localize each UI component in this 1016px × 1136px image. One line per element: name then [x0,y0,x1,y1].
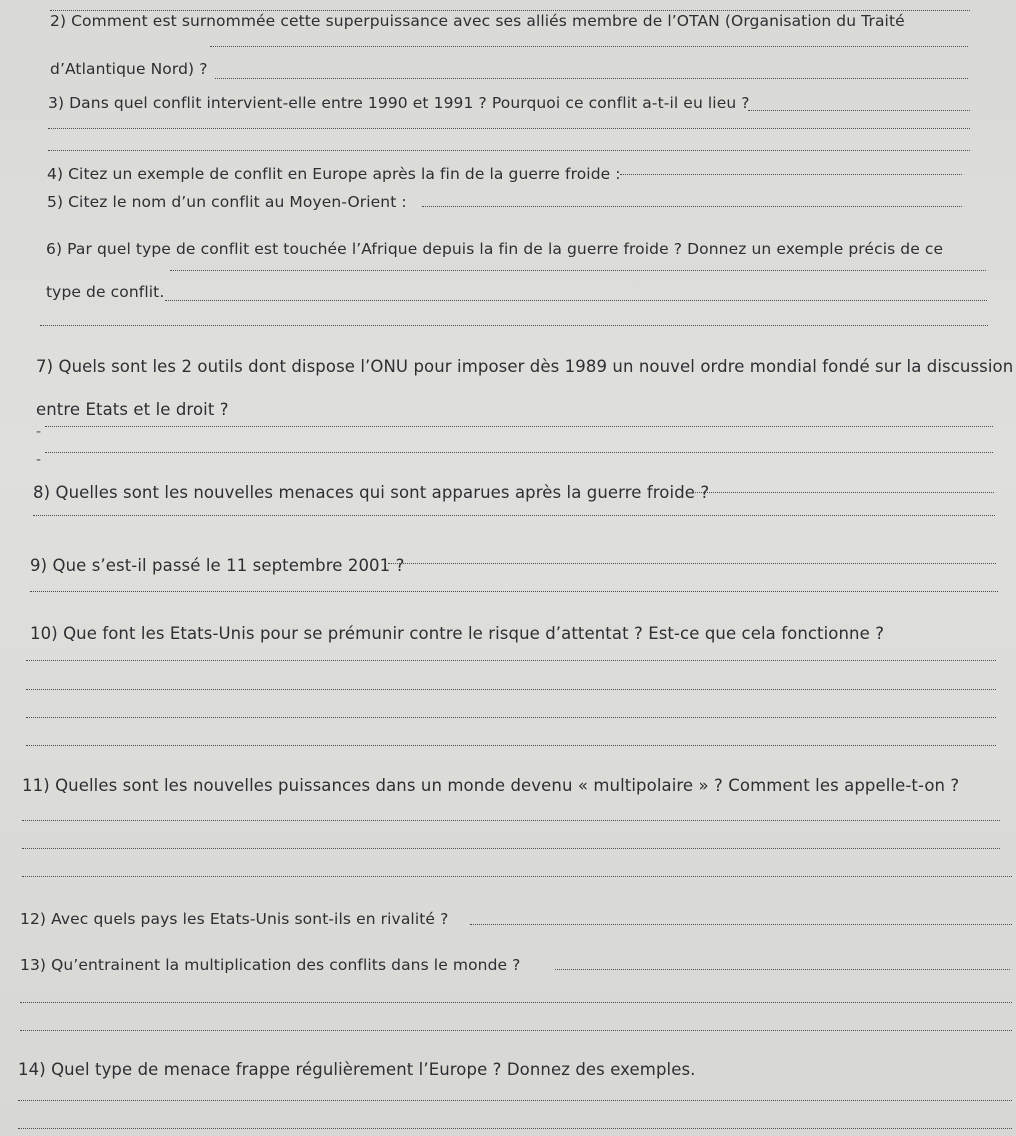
answer-line [30,591,998,592]
answer-line [470,924,1012,925]
question-5: 5) Citez le nom d’un conflit au Moyen-Orient : [47,193,407,211]
answer-line [692,492,994,493]
answer-line [18,1100,1012,1101]
question-2-cont: d’Atlantique Nord) ? [50,60,208,78]
question-12: 12) Avec quels pays les Etats-Unis sont-ils en rivalité ? [20,910,449,928]
answer-line [422,206,962,207]
answer-line [748,110,970,111]
answer-line [22,820,1000,821]
question-9: 9) Que s’est-il passé le 11 septembre 2001 ? [30,556,405,575]
answer-line [50,10,970,11]
answer-line [388,563,996,564]
question-7: 7) Quels sont les 2 outils dont dispose l’ONU pour imposer dès 1989 un nouvel ordre mondial fondé sur la discussion [36,357,1014,376]
answer-line [26,660,996,661]
answer-line [33,515,995,516]
question-6-cont: type de conflit. [46,283,165,301]
question-8: 8) Quelles sont les nouvelles menaces qui sont apparues après la guerre froide ? [33,483,710,502]
answer-line [22,848,1000,849]
answer-line [22,876,1012,877]
question-10: 10) Que font les Etats-Unis pour se prémunir contre le risque d’attentat ? Est-ce que cela fonctionne ? [30,624,885,643]
answer-line [18,1128,1012,1129]
answer-line [215,78,968,79]
answer-line [48,150,970,151]
question-13: 13) Qu’entrainent la multiplication des conflits dans le monde ? [20,956,521,974]
question-11: 11) Quelles sont les nouvelles puissances dans un monde devenu « multipolaire » ? Comment les appelle-t-on ? [22,776,960,795]
answer-line [45,452,993,453]
question-14: 14) Quel type de menace frappe régulièrement l’Europe ? Donnez des exemples. [18,1060,696,1079]
question-6: 6) Par quel type de conflit est touchée l’Afrique depuis la fin de la guerre froide ? Donnez un exemple précis de ce [46,240,944,258]
answer-line [20,1030,1012,1031]
answer-line [620,174,962,175]
answer-line [170,270,986,271]
question-4: 4) Citez un exemple de conflit en Europe après la fin de la guerre froide : [47,165,621,183]
answer-line [45,426,993,427]
question-7-cont: entre Etats et le droit ? [36,400,229,419]
bullet-dash: - [36,452,42,468]
answer-line [20,1002,1012,1003]
answer-line [40,325,988,326]
question-3: 3) Dans quel conflit intervient-elle entre 1990 et 1991 ? Pourquoi ce conflit a-t-il eu lieu ? [48,94,750,112]
answer-line [165,300,987,301]
bullet-dash: - [36,424,42,440]
answer-line [26,689,996,690]
answer-line [210,46,968,47]
answer-line [48,128,970,129]
answer-line [555,969,1010,970]
answer-line [26,717,996,718]
question-2: 2) Comment est surnommée cette superpuissance avec ses alliés membre de l’OTAN (Organisation du Traité [50,12,905,30]
answer-line [26,745,996,746]
